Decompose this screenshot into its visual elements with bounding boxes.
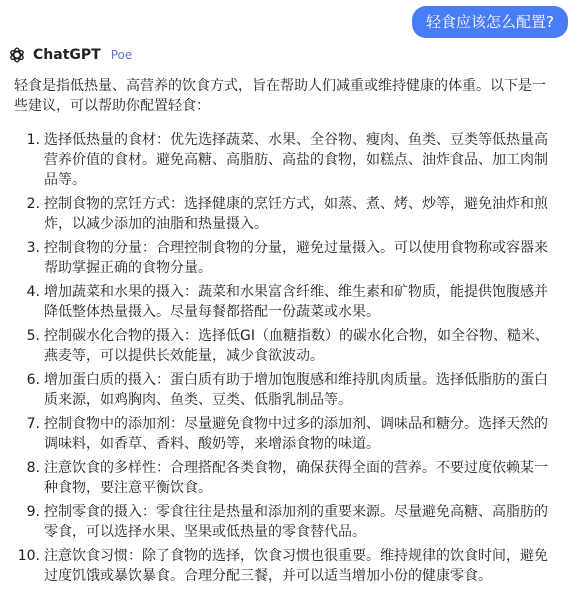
tip-number: 3. xyxy=(26,240,40,256)
user-message-row xyxy=(412,6,568,38)
tip-item xyxy=(14,238,559,278)
tips-list xyxy=(14,130,559,586)
tip-item xyxy=(14,130,559,190)
answer-intro: 轻食是指低热量、高营养的饮食方式，旨在帮助人们减重或维持健康的体重。以下是一些建议，可以帮助你配置轻食： xyxy=(14,78,546,114)
tip-text: 控制食物的分量：合理控制食物的分量，避免过量摄入。可以使用食物称或容器来帮助掌握正确的食物分量。 xyxy=(44,240,548,276)
tip-text: 控制零食的摄入：零食往往是热量和添加剂的重要来源。尽量避免高糖、高脂肪的零食，可以选择水果、坚果或低热量的零食替代品。 xyxy=(44,504,548,540)
tip-number: 7. xyxy=(26,416,40,432)
tip-item xyxy=(14,546,559,586)
bot-answer xyxy=(14,76,559,590)
tip-number: 8. xyxy=(26,460,40,476)
tip-item xyxy=(14,194,559,234)
tip-number: 10. xyxy=(17,548,40,564)
tip-text: 控制食物中的添加剂：尽量避免食物中过多的添加剂、调味品和糖分。选择天然的调味料，如香草、香料、酸奶等，来增添食物的味道。 xyxy=(44,416,548,452)
tip-item xyxy=(14,458,559,498)
tip-number: 4. xyxy=(26,284,40,300)
tip-text: 增加蛋白质的摄入：蛋白质有助于增加饱腹感和维持肌肉质量。选择低脂肪的蛋白质来源，如鸡胸肉、鱼类、豆类、低脂乳制品等。 xyxy=(44,372,548,408)
tip-item xyxy=(14,414,559,454)
bot-header xyxy=(8,44,132,66)
openai-logo-icon xyxy=(8,46,26,64)
tip-text: 选择低热量的食材：优先选择蔬菜、水果、全谷物、瘦肉、鱼类、豆类等低热量高营养价值的食材。避免高糖、高脂肪、高盐的食物，如糕点、油炸食品、加工肉制品等。 xyxy=(44,132,548,188)
tip-item xyxy=(14,282,559,322)
bot-name: ChatGPT xyxy=(33,47,101,63)
tip-text: 控制食物的烹饪方式：选择健康的烹饪方式，如蒸、煮、烤、炒等，避免油炸和煎炸，以减少添加的油脂和热量摄入。 xyxy=(44,196,548,232)
tip-text: 控制碳水化合物的摄入：选择低GI（血糖指数）的碳水化合物，如全谷物、糙米、燕麦等，可以提供长效能量，减少食欲波动。 xyxy=(44,328,549,364)
tip-item xyxy=(14,370,559,410)
user-message-bubble: 轻食应该怎么配置? xyxy=(412,6,568,38)
tip-text: 注意饮食的多样性：合理搭配各类食物，确保获得全面的营养。不要过度依赖某一种食物，要注意平衡饮食。 xyxy=(44,460,548,496)
tip-number: 9. xyxy=(26,504,40,520)
tip-item xyxy=(14,502,559,542)
tip-number: 1. xyxy=(26,132,40,148)
tip-number: 6. xyxy=(26,372,40,388)
tip-text: 增加蔬菜和水果的摄入：蔬菜和水果富含纤维、维生素和矿物质，能提供饱腹感并降低整体热量摄入。尽量每餐都搭配一份蔬菜或水果。 xyxy=(44,284,548,320)
bot-platform-label: Poe xyxy=(110,48,133,62)
tip-item xyxy=(14,326,559,366)
tip-text: 注意饮食习惯：除了食物的选择，饮食习惯也很重要。维持规律的饮食时间，避免过度饥饿或暴饮暴食。合理分配三餐，并可以适当增加小份的健康零食。 xyxy=(44,548,548,584)
tip-number: 2. xyxy=(26,196,40,212)
tip-number: 5. xyxy=(26,328,40,344)
